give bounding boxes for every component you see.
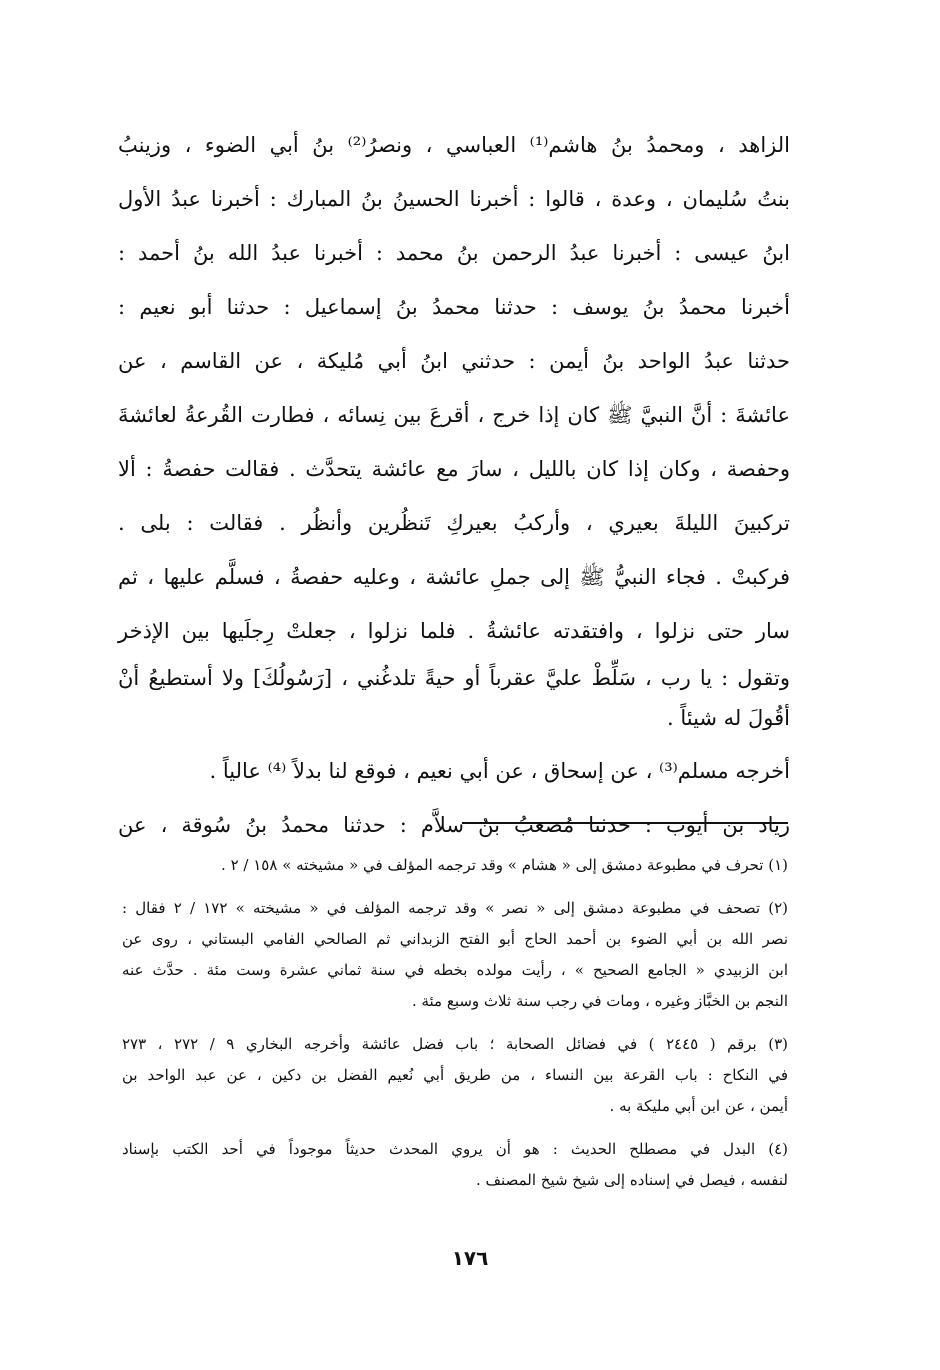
footnotes [122,850,788,1196]
text-line: حدثنا عبدُ الواحد بنُ أيمن : حدثني ابنُ أبي مُليكة ، عن القاسم ، عن [118,349,790,373]
text-line: سار حتى نزلوا ، وافتقدته عائشةُ . فلما نزلوا ، جعلتْ رِجلَيها بين الإذخر [118,619,790,643]
footnote-line: أيمن ، عن ابن أبي مليكة به . [609,1097,788,1115]
text-line: بنتُ سُليمان ، وعدة ، قالوا : أخبرنا الحسينُ بنُ المبارك : أخبرنا عبدُ الأول [118,187,790,211]
text-line: ابنُ عيسى : أخبرنا عبدُ الرحمن بنُ محمد : أخبرنا عبدُ الله بنُ أحمد : [118,241,790,265]
text-line: وحفصة ، وكان إذا كان بالليل ، سارَ مع عائشة يتحدَّث . فقالت حفصةُ : ألا [118,457,790,481]
text-line: الزاهد ، ومحمدُ بنُ هاشم⁽¹⁾ العباسي ، ونصرُ⁽²⁾ بنُ أبي الضوء ، وزينبُ [118,133,791,157]
text-line: زياد بن أيوب : حدثنا مُصعبُ بنُ سلاَّم : حدثنا محمدُ بنُ سُوقة ، عن [118,813,790,837]
footnote-line: (٢) تصحف في مطبوعة دمشق إلى « نصر » وقد ترجمه المؤلف في « مشيخته » ١٧٢ / ٢ فقال : [122,899,788,917]
footnote-4 [122,1134,788,1196]
text-line: أخبرنا محمدُ بنُ يوسف : حدثنا محمدُ بنُ إسماعيل : حدثنا أبو نعيم : [118,295,790,319]
footnote-line: النجم بن الخبَّاز وغيره ، ومات في رجب سنة ثلاث وسبع مئة . [411,992,788,1010]
text-line: عائشةَ : أنَّ النبيَّ ﷺ كان إذا خرج ، أقرعَ بين نِسائه ، فطارت القُرعةُ لعائشةَ [118,403,790,427]
footnote-1 [122,850,788,881]
footnote-line: (٤) البدل في مصطلح الحديث : هو أن يروي المحدث حديثاً موجوداً في أحد الكتب بإسناد [122,1140,788,1158]
main-text [118,118,790,852]
closing-line: أقُولَ له شيئاً . [666,706,790,730]
footnote-line: (٣) برقم ( ٢٤٤٥ ) في فضائل الصحابة ؛ باب فضل عائشة وأخرجه البخاري ٩ / ٢٧٢ ، ٢٧٣ [122,1035,788,1053]
footnote-3 [122,1029,788,1122]
text-line: فركبتْ . فجاء النبيُّ ﷺ إلى جملِ عائشة ، وعليه حفصةُ ، فسلَّم عليها ، ثم [118,565,790,589]
footnote-line: (١) تحرف في مطبوعة دمشق إلى « هشام » وقد ترجمه المؤلف في « مشيخته » ١٥٨ / ٢ . [221,856,788,874]
footnote-separator [462,822,788,824]
footnote-line: نصر الله بن أبي الضوء بن أحمد الحاج أبو الفتح الزبداني ثم الصالحي الفامي البستاني ، روى عن [122,930,788,948]
page-number: ١٧٦ [451,1246,489,1270]
footnote-line: ابن الزبيدي « الجامع الصحيح » ، رأيت مولده بخطه في سنة ثماني عشرة وست مئة . حدَّث عنه [122,961,788,979]
footnote-line: لنفسه ، فيصل في إسناده إلى شيخ شيخ المصنف . [475,1171,788,1189]
footnote-line: في النكاح : باب القرعة بين النساء ، من طريق أبي نُعيم الفضل بن دكين ، عن عبد الواحد بن [122,1066,788,1084]
takhrij-line: أخرجه مسلم⁽³⁾ ، عن إسحاق ، عن أبي نعيم ، فوقع لنا بدلاً ⁽⁴⁾ عالياً . [209,759,790,783]
text-line: تركبينَ الليلةَ بعيري ، وأركبُ بعيركِ تَنظُرين وأنظُر . فقالت : بلى . [118,511,790,535]
footnote-2 [122,893,788,1017]
text-line: وتقول : يا رب ، سَلِّطْ عليَّ عقرباً أو حيةً تلدغُني ، [رَسُولُكَ] ولا أستطيعُ أنْ [118,666,790,690]
